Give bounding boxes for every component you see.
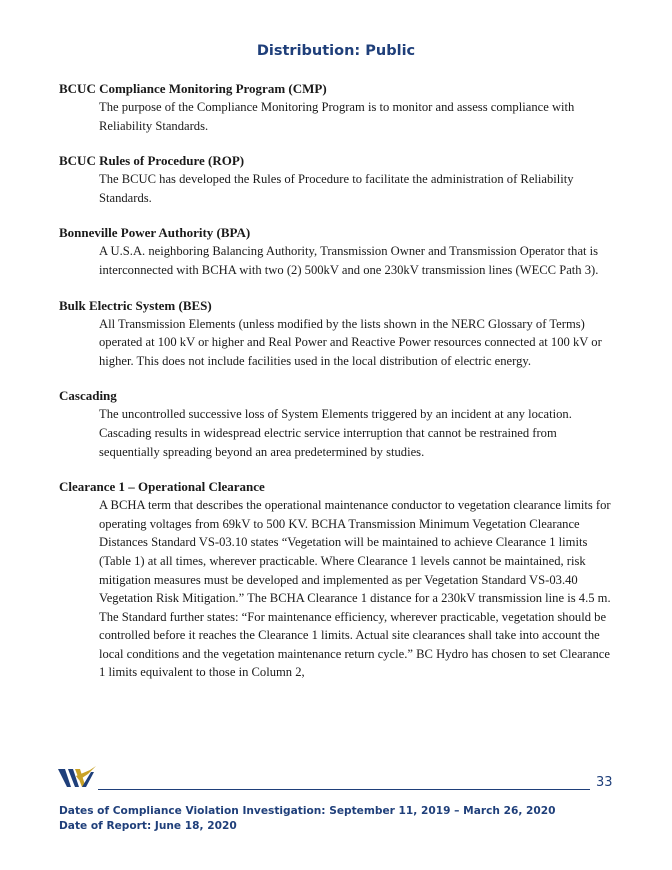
term-name: Bulk Electric System (BES) [59, 297, 212, 313]
term-definition: The BCUC has developed the Rules of Procedure to facilitate the administration of Reliability Standards. [99, 172, 574, 205]
term-name: Bonneville Power Authority (BPA) [59, 225, 251, 241]
glossary-term [59, 387, 619, 461]
term-name: BCUC Compliance Monitoring Program (CMP) [59, 81, 327, 96]
term-definition: A U.S.A. neighboring Balancing Authority, Transmission Owner and Transmission Operator that is interconnected with BCHA with two (2) 500kV and one 230kV transmission lines (WECC Path 3). [99, 244, 599, 277]
page-number: 33 [596, 775, 613, 790]
glossary-content [59, 80, 619, 699]
term-definition: A BCHA term that describes the operational maintenance conductor to vegetation clearance limits for operating voltages from 69kV to 500 KV. BCHA Transmission Minimum Vegetation Clearance Distances Standard VS-03.10 states “Vegetation will be maintained to achieve Clearance 1 limits (Table 1) at all times, wherever practicable. Where Clearance 1 levels cannot be maintained, risk mitigation measures must be developed and implemented as per Vegetation Standard VS-03.40 Vegetation Risk Mitigation.” The BCHA Clearance 1 distance for a 230kV transmission line is 4.5 m. The Standard further states: “For maintenance efficiency, wherever practicable, vegetation should be controlled before it reaches the Clearance 1 limits. Actual site clearances shall take into account the local conditions and the vegetation maintenance return cycle.” BC Hydro has chosen to set Clearance 1 limits equivalent to those in Column 2, [99, 498, 611, 680]
term-definition: The purpose of the Compliance Monitoring Program is to monitor and assess compliance with Reliability Standards. [99, 100, 575, 133]
report-date: Date of Report: June 18, 2020 [59, 819, 237, 832]
glossary-term [59, 478, 619, 682]
glossary-term [59, 80, 619, 135]
glossary-term [59, 152, 619, 207]
term-name: BCUC Rules of Procedure (ROP) [59, 153, 245, 169]
footer-info [59, 804, 556, 833]
page-header-title: Distribution: Public [256, 43, 416, 59]
footer-rule [98, 789, 590, 790]
term-name: Cascading [59, 388, 117, 404]
term-definition: All Transmission Elements (unless modified by the lists shown in the NERC Glossary of Terms) operated at 100 kV or higher and Real Power and Reactive Power resources connected at 100 kV or higher. This does not include facilities used in the local distribution of electric energy. [99, 316, 602, 368]
glossary-term [59, 297, 619, 371]
investigation-dates: Dates of Compliance Violation Investigation: September 11, 2019 – March 26, 2020 [59, 805, 556, 817]
glossary-term [59, 224, 619, 279]
term-definition: The uncontrolled successive loss of System Elements triggered by an incident at any location. Cascading results in widespread electric service interruption that cannot be restrained from sequentially spreading beyond an area predetermined by studies. [99, 407, 572, 459]
wecc-w-logo-icon [58, 766, 98, 790]
term-name: Clearance 1 – Operational Clearance [59, 479, 265, 495]
